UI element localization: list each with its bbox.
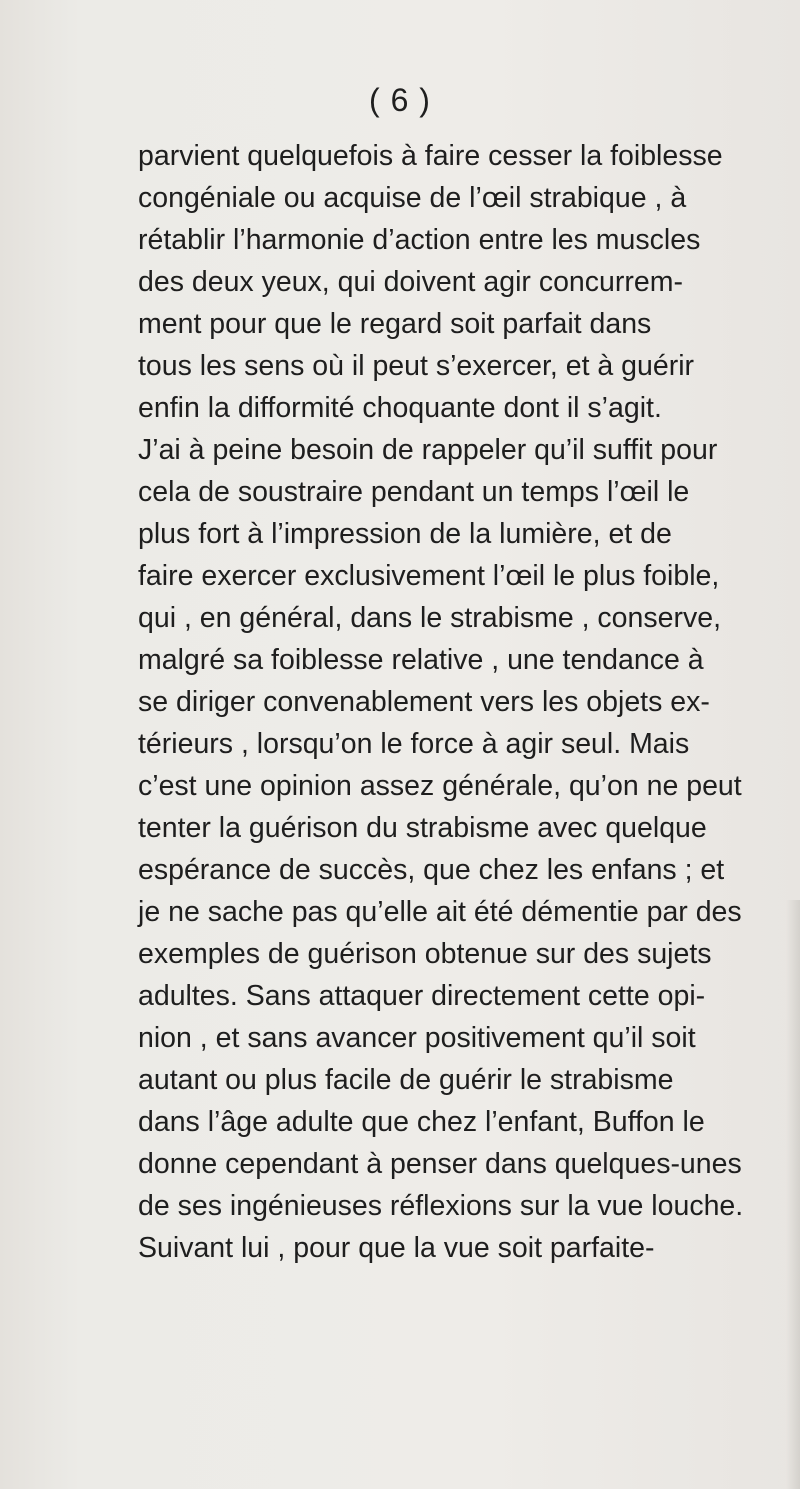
text-line: qui , en général, dans le strabisme , conserve, xyxy=(138,602,721,634)
text-line: espérance de succès, que chez les enfans ; et xyxy=(138,854,725,886)
text-line: adultes. Sans attaquer directement cette opi- xyxy=(138,980,706,1012)
text-line: des deux yeux, qui doivent agir concurrem- xyxy=(138,266,683,298)
text-line: Suivant lui , pour que la vue soit parfaite- xyxy=(138,1232,655,1264)
text-line: tous les sens où il peut s’exercer, et à guérir xyxy=(138,350,695,382)
text-line: plus fort à l’impression de la lumière, et de xyxy=(138,518,672,550)
text-line: malgré sa foiblesse relative , une tendance à xyxy=(138,644,704,676)
text-line: parvient quelquefois à faire cesser la foiblesse xyxy=(138,140,723,172)
page-number: ( 6 ) xyxy=(369,82,431,118)
text-line: se diriger convenablement vers les objets ex- xyxy=(138,686,710,718)
text-line: faire exercer exclusivement l’œil le plus foible, xyxy=(138,560,720,592)
text-line: je ne sache pas qu’elle ait été démentie par des xyxy=(138,896,742,928)
text-line: exemples de guérison obtenue sur des sujets xyxy=(138,938,712,970)
text-line: ment pour que le regard soit parfait dans xyxy=(138,308,652,340)
text-line: c’est une opinion assez générale, qu’on ne peut xyxy=(138,770,742,802)
text-line: autant ou plus facile de guérir le strabisme xyxy=(138,1064,674,1096)
text-line: congéniale ou acquise de l’œil strabique , à xyxy=(138,182,687,214)
text-line: dans l’âge adulte que chez l’enfant, Buffon le xyxy=(138,1106,705,1138)
text-line: de ses ingénieuses réflexions sur la vue louche. xyxy=(138,1190,744,1222)
page-edge-shadow xyxy=(786,900,800,1489)
text-line: térieurs , lorsqu’on le force à agir seul. Mais xyxy=(138,728,690,760)
text-line: rétablir l’harmonie d’action entre les muscles xyxy=(138,224,701,256)
text-line: donne cependant à penser dans quelques-unes xyxy=(138,1148,742,1180)
text-line: enfin la difformité choquante dont il s’agit. xyxy=(138,392,662,424)
text-line: cela de soustraire pendant un temps l’œil le xyxy=(138,476,690,508)
text-line: tenter la guérison du strabisme avec quelque xyxy=(138,812,707,844)
text-line: J’ai à peine besoin de rappeler qu’il suffit pour xyxy=(138,434,718,466)
text-line: nion , et sans avancer positivement qu’il soit xyxy=(138,1022,696,1054)
